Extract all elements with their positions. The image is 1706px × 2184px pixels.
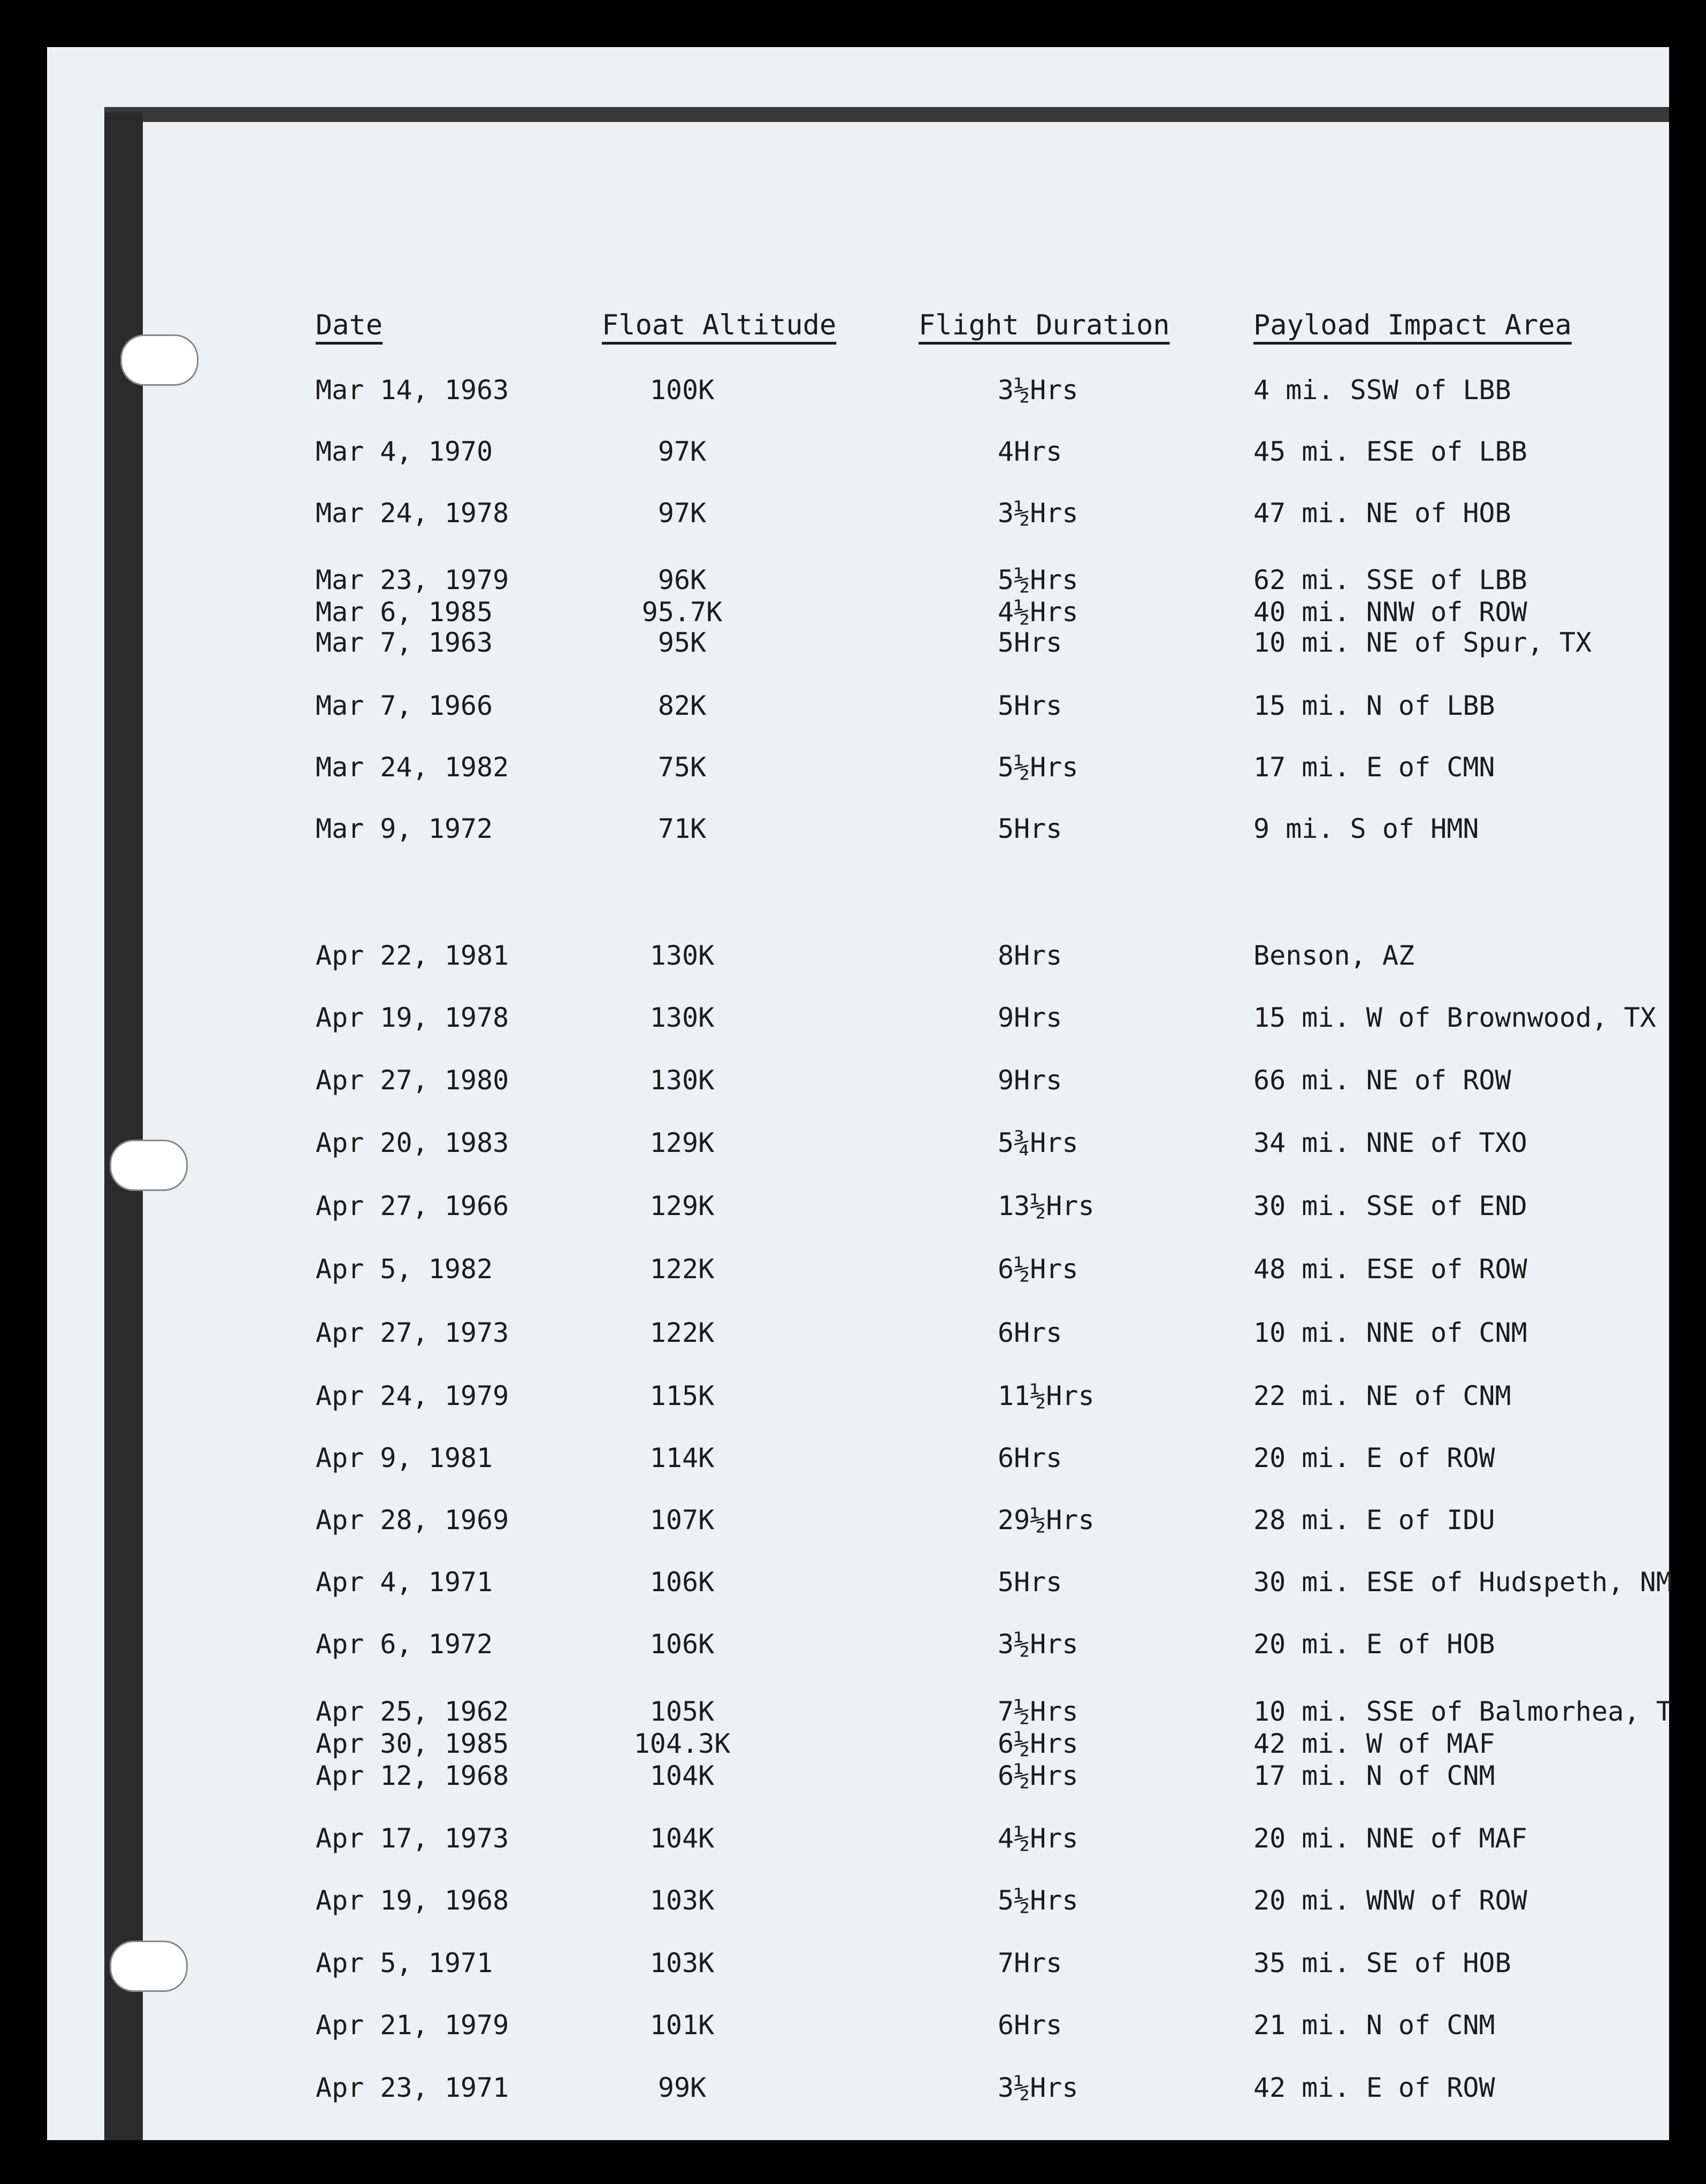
impact-cell: 34 mi. NNE of TXO bbox=[1253, 1127, 1527, 1158]
header-flight-duration: Flight Duration bbox=[919, 309, 1170, 341]
altitude-cell: 97K bbox=[657, 436, 707, 467]
altitude-cell: 122K bbox=[649, 1254, 715, 1285]
date-cell: Apr 19, 1968 bbox=[316, 1885, 509, 1916]
date-cell: Mar 9, 1972 bbox=[316, 813, 493, 844]
altitude-cell: 95.7K bbox=[641, 597, 723, 628]
duration-cell: 5Hrs bbox=[998, 690, 1062, 721]
impact-cell: 62 mi. SSE of LBB bbox=[1253, 564, 1527, 595]
impact-cell: 22 mi. NE of CNM bbox=[1253, 1380, 1511, 1411]
header-float-altitude: Float Altitude bbox=[602, 309, 837, 341]
altitude-cell: 106K bbox=[649, 1567, 715, 1598]
date-cell: Apr 25, 1962 bbox=[316, 1696, 509, 1727]
altitude-cell: 103K bbox=[649, 1885, 715, 1916]
duration-cell: 4½Hrs bbox=[998, 597, 1078, 628]
impact-cell: 42 mi. E of ROW bbox=[1253, 2072, 1495, 2103]
duration-cell: 9Hrs bbox=[998, 1065, 1062, 1096]
date-cell: Apr 22, 1981 bbox=[316, 940, 509, 971]
impact-cell: 9 mi. S of HMN bbox=[1253, 813, 1479, 844]
impact-cell: 45 mi. ESE of LBB bbox=[1253, 436, 1527, 467]
altitude-cell: 104.3K bbox=[633, 1728, 731, 1759]
impact-cell: 28 mi. E of IDU bbox=[1253, 1505, 1495, 1536]
table-row bbox=[0, 1317, 1706, 1360]
impact-cell: 15 mi. W of Brownwood, TX bbox=[1253, 1002, 1656, 1033]
duration-cell: 3½Hrs bbox=[998, 1629, 1078, 1660]
altitude-cell: 105K bbox=[649, 1696, 715, 1727]
table-row bbox=[0, 627, 1706, 670]
table-row bbox=[0, 813, 1706, 856]
table-row bbox=[0, 1505, 1706, 1547]
altitude-cell: 106K bbox=[649, 1629, 715, 1660]
header-date: Date bbox=[316, 309, 383, 341]
altitude-cell: 95K bbox=[657, 627, 707, 658]
duration-cell: 3½Hrs bbox=[998, 2072, 1078, 2103]
date-cell: Apr 9, 1981 bbox=[316, 1442, 493, 1473]
altitude-cell: 130K bbox=[649, 1002, 715, 1033]
impact-cell: 17 mi. E of CMN bbox=[1253, 752, 1495, 783]
duration-cell: 7½Hrs bbox=[998, 1696, 1078, 1727]
altitude-cell: 115K bbox=[649, 1380, 715, 1411]
impact-cell: Benson, AZ bbox=[1253, 940, 1415, 971]
table-row bbox=[0, 1380, 1706, 1423]
impact-cell: 48 mi. ESE of ROW bbox=[1253, 1254, 1527, 1285]
duration-cell: 5¾Hrs bbox=[998, 1127, 1078, 1158]
date-cell: Apr 17, 1973 bbox=[316, 1823, 509, 1854]
impact-cell: 10 mi. NE of Spur, TX bbox=[1253, 627, 1592, 658]
altitude-cell: 129K bbox=[649, 1190, 715, 1221]
table-row bbox=[0, 1629, 1706, 1671]
impact-cell: 20 mi. NNE of MAF bbox=[1253, 1823, 1527, 1854]
altitude-cell: 101K bbox=[649, 2010, 715, 2041]
impact-cell: 20 mi. E of HOB bbox=[1253, 1629, 1495, 1660]
impact-cell: 66 mi. NE of ROW bbox=[1253, 1065, 1511, 1096]
altitude-cell: 103K bbox=[649, 1948, 715, 1979]
duration-cell: 5Hrs bbox=[998, 627, 1062, 658]
table-row bbox=[0, 2072, 1706, 2115]
table-row bbox=[0, 1823, 1706, 1866]
date-cell: Apr 5, 1982 bbox=[316, 1254, 493, 1285]
impact-cell: 17 mi. N of CNM bbox=[1253, 1760, 1495, 1791]
table-row bbox=[0, 375, 1706, 417]
duration-cell: 29½Hrs bbox=[998, 1505, 1095, 1536]
duration-cell: 6½Hrs bbox=[998, 1254, 1078, 1285]
impact-cell: 35 mi. SE of HOB bbox=[1253, 1948, 1511, 1979]
duration-cell: 7Hrs bbox=[998, 1948, 1062, 1979]
date-cell: Apr 20, 1983 bbox=[316, 1127, 509, 1158]
header-payload-impact-area: Payload Impact Area bbox=[1253, 309, 1572, 341]
duration-cell: 6Hrs bbox=[998, 2010, 1062, 2041]
date-cell: Mar 24, 1978 bbox=[316, 498, 509, 529]
impact-cell: 10 mi. NNE of CNM bbox=[1253, 1317, 1527, 1348]
altitude-cell: 114K bbox=[649, 1442, 715, 1473]
altitude-cell: 104K bbox=[649, 1760, 715, 1791]
date-cell: Apr 28, 1969 bbox=[316, 1505, 509, 1536]
duration-cell: 5Hrs bbox=[998, 1567, 1062, 1598]
date-cell: Mar 6, 1985 bbox=[316, 597, 493, 628]
impact-cell: 40 mi. NNW of ROW bbox=[1253, 597, 1527, 628]
date-cell: Apr 19, 1978 bbox=[316, 1002, 509, 1033]
impact-cell: 21 mi. N of CNM bbox=[1253, 2010, 1495, 2041]
table-row bbox=[0, 752, 1706, 795]
impact-cell: 4 mi. SSW of LBB bbox=[1253, 375, 1511, 406]
table-row bbox=[0, 1065, 1706, 1108]
table-row bbox=[0, 498, 1706, 540]
altitude-cell: 129K bbox=[649, 1127, 715, 1158]
date-cell: Apr 6, 1972 bbox=[316, 1629, 493, 1660]
duration-cell: 13½Hrs bbox=[998, 1190, 1095, 1221]
altitude-cell: 100K bbox=[649, 375, 715, 406]
date-cell: Mar 23, 1979 bbox=[316, 564, 509, 595]
duration-cell: 5½Hrs bbox=[998, 564, 1078, 595]
date-cell: Apr 5, 1971 bbox=[316, 1948, 493, 1979]
altitude-cell: 130K bbox=[649, 940, 715, 971]
table-row bbox=[0, 1885, 1706, 1928]
table-row bbox=[0, 1127, 1706, 1170]
impact-cell: 20 mi. E of ROW bbox=[1253, 1442, 1495, 1473]
date-cell: Apr 30, 1985 bbox=[316, 1728, 509, 1759]
duration-cell: 4Hrs bbox=[998, 436, 1062, 467]
altitude-cell: 75K bbox=[657, 752, 707, 783]
duration-cell: 6Hrs bbox=[998, 1442, 1062, 1473]
altitude-cell: 99K bbox=[657, 2072, 707, 2103]
impact-cell: 47 mi. NE of HOB bbox=[1253, 498, 1511, 529]
table-row bbox=[0, 1948, 1706, 1990]
date-cell: Mar 4, 1970 bbox=[316, 436, 493, 467]
table-row bbox=[0, 1567, 1706, 1609]
duration-cell: 3½Hrs bbox=[998, 498, 1078, 529]
impact-cell: 30 mi. ESE of Hudspeth, NM bbox=[1253, 1567, 1672, 1598]
table-row bbox=[0, 1254, 1706, 1296]
impact-cell: 15 mi. N of LBB bbox=[1253, 690, 1495, 721]
duration-cell: 5Hrs bbox=[998, 813, 1062, 844]
table-row bbox=[0, 1002, 1706, 1045]
table-row bbox=[0, 1760, 1706, 1803]
date-cell: Apr 27, 1980 bbox=[316, 1065, 509, 1096]
date-cell: Apr 27, 1966 bbox=[316, 1190, 509, 1221]
duration-cell: 5½Hrs bbox=[998, 1885, 1078, 1916]
date-cell: Apr 23, 1971 bbox=[316, 2072, 509, 2103]
duration-cell: 4½Hrs bbox=[998, 1823, 1078, 1854]
table-row bbox=[0, 436, 1706, 479]
duration-cell: 6½Hrs bbox=[998, 1760, 1078, 1791]
date-cell: Apr 12, 1968 bbox=[316, 1760, 509, 1791]
table-row bbox=[0, 690, 1706, 733]
duration-cell: 8Hrs bbox=[998, 940, 1062, 971]
duration-cell: 3½Hrs bbox=[998, 375, 1078, 406]
date-cell: Mar 24, 1982 bbox=[316, 752, 509, 783]
altitude-cell: 130K bbox=[649, 1065, 715, 1096]
altitude-cell: 97K bbox=[657, 498, 707, 529]
table-row bbox=[0, 2010, 1706, 2052]
impact-cell: 10 mi. SSE of Balmorhea, T bbox=[1253, 1696, 1672, 1727]
impact-cell: 42 mi. W of MAF bbox=[1253, 1728, 1495, 1759]
duration-cell: 5½Hrs bbox=[998, 752, 1078, 783]
date-cell: Apr 27, 1973 bbox=[316, 1317, 509, 1348]
altitude-cell: 107K bbox=[649, 1505, 715, 1536]
altitude-cell: 96K bbox=[657, 564, 707, 595]
table-row bbox=[0, 1190, 1706, 1233]
duration-cell: 9Hrs bbox=[998, 1002, 1062, 1033]
table-row bbox=[0, 940, 1706, 983]
table-row bbox=[0, 1442, 1706, 1485]
duration-cell: 11½Hrs bbox=[998, 1380, 1095, 1411]
altitude-cell: 122K bbox=[649, 1317, 715, 1348]
date-cell: Apr 24, 1979 bbox=[316, 1380, 509, 1411]
date-cell: Apr 4, 1971 bbox=[316, 1567, 493, 1598]
impact-cell: 30 mi. SSE of END bbox=[1253, 1190, 1527, 1221]
date-cell: Apr 21, 1979 bbox=[316, 2010, 509, 2041]
altitude-cell: 82K bbox=[657, 690, 707, 721]
duration-cell: 6Hrs bbox=[998, 1317, 1062, 1348]
altitude-cell: 104K bbox=[649, 1823, 715, 1854]
altitude-cell: 71K bbox=[657, 813, 707, 844]
duration-cell: 6½Hrs bbox=[998, 1728, 1078, 1759]
date-cell: Mar 7, 1963 bbox=[316, 627, 493, 658]
date-cell: Mar 14, 1963 bbox=[316, 375, 509, 406]
binder-top-edge bbox=[104, 107, 1669, 122]
date-cell: Mar 7, 1966 bbox=[316, 690, 493, 721]
impact-cell: 20 mi. WNW of ROW bbox=[1253, 1885, 1527, 1916]
